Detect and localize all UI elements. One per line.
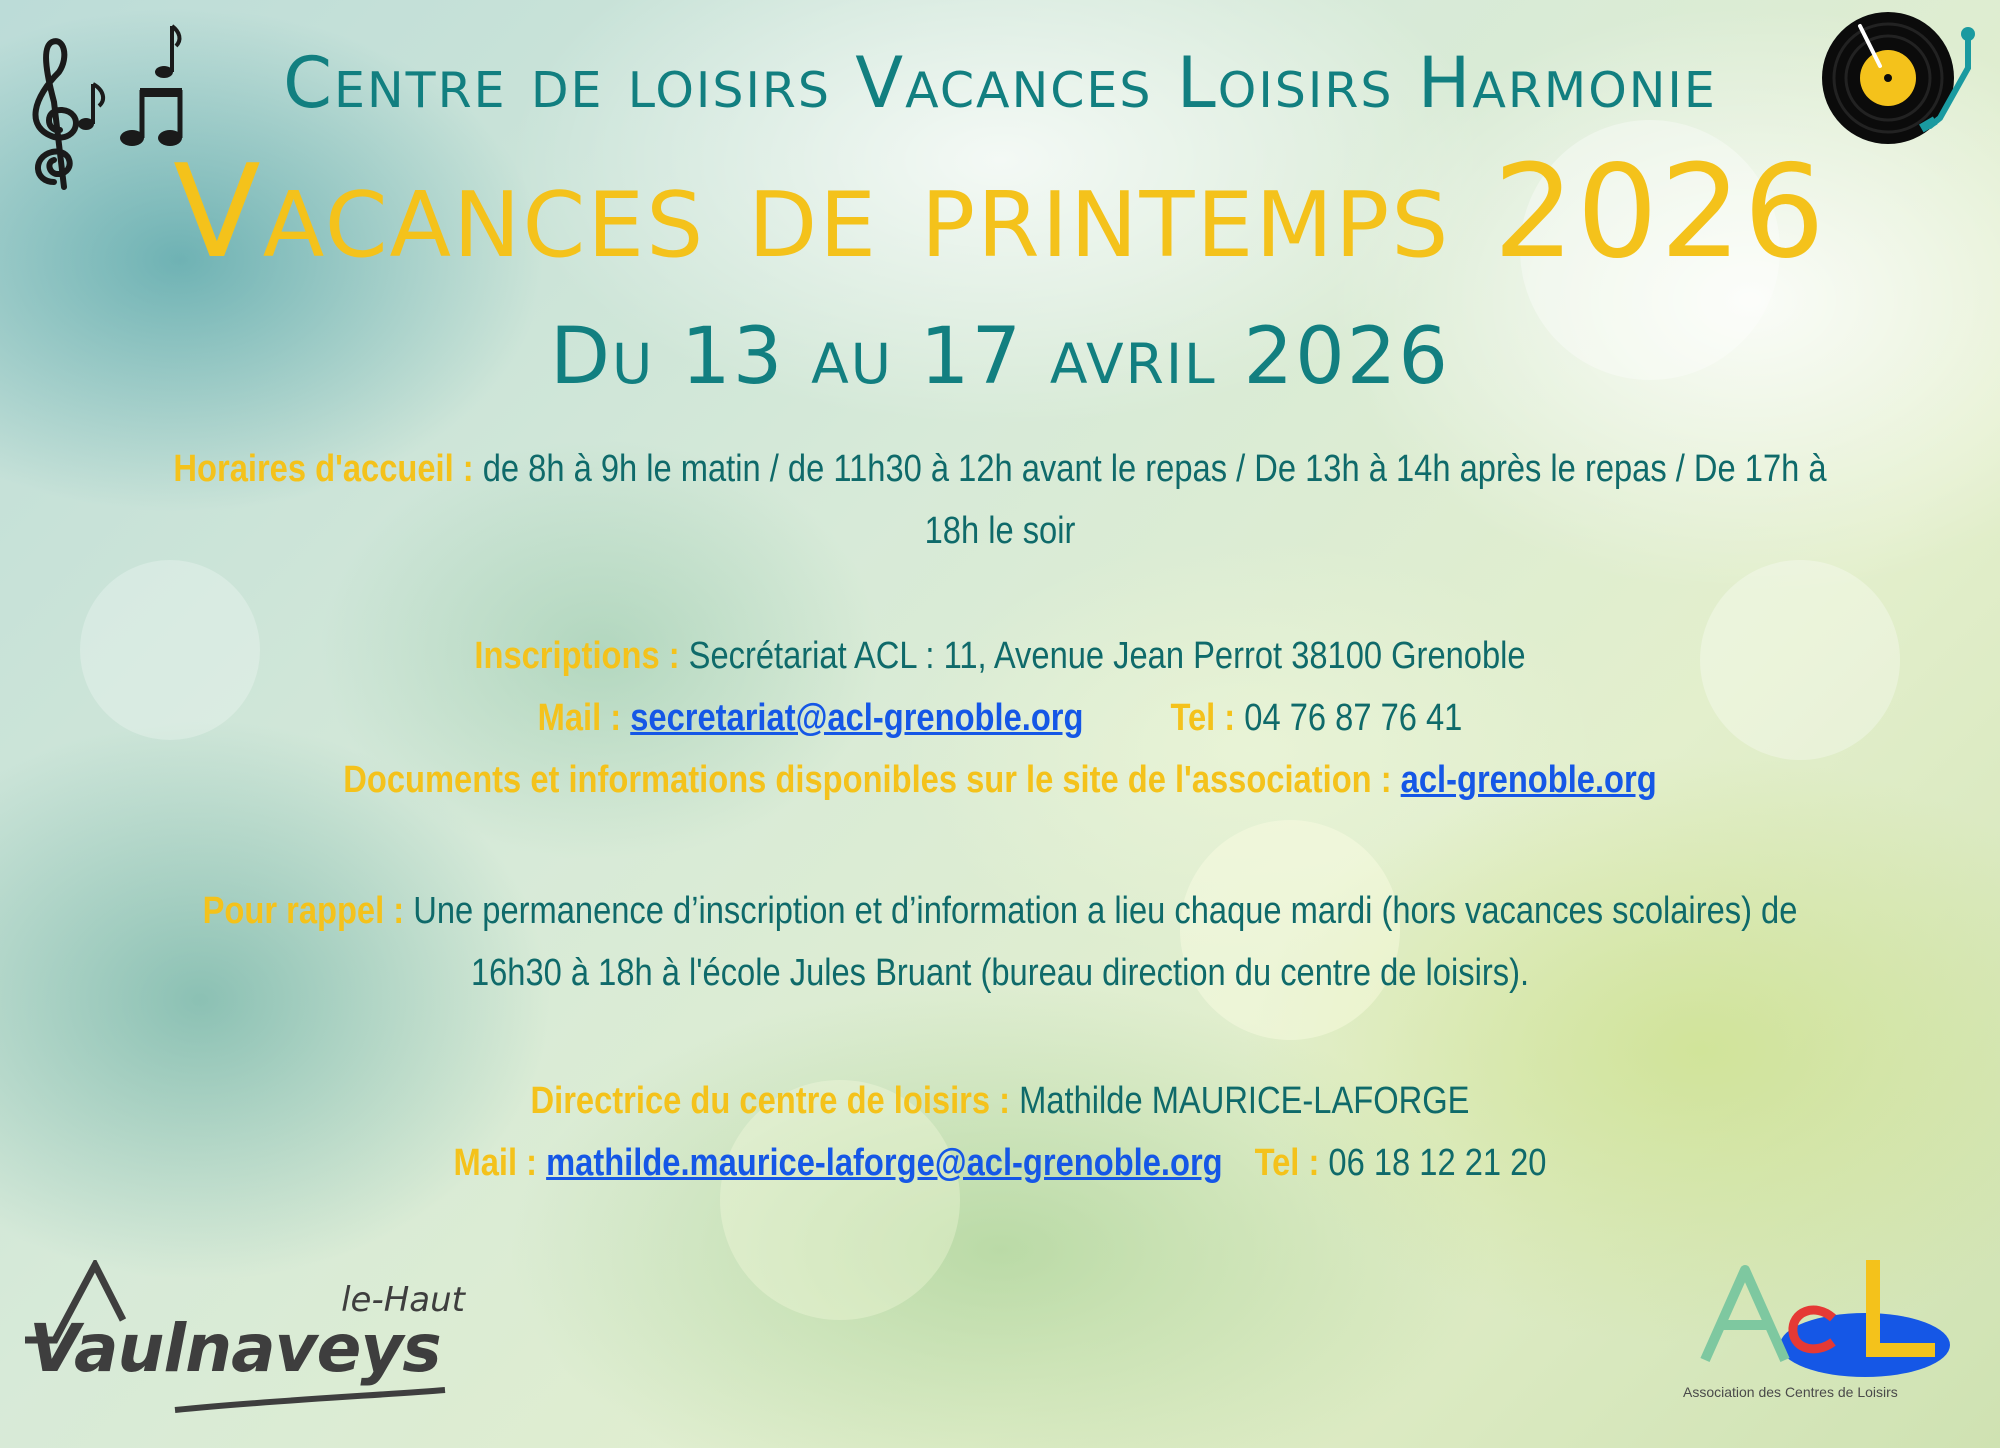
reminder-text-line2: 16h30 à 18h à l'école Jules Bruant (bureau direction du centre de loisirs). <box>470 952 1530 994</box>
hours-text-line2: 18h le soir <box>924 510 1076 552</box>
reminder-text-line1: Une permanence d’inscription et d’information a lieu chaque mardi (hors vacances scolaires) de <box>413 890 1798 932</box>
director-block <box>157 1070 1843 1194</box>
registration-tel-label: Tel : <box>1170 697 1236 739</box>
reminder-label: Pour rappel : <box>202 890 405 932</box>
acl-logo <box>1665 1250 1965 1410</box>
vaulnaveys-logo-small: le-Haut <box>341 1280 465 1320</box>
director-tel-label: Tel : <box>1254 1142 1320 1184</box>
vaulnaveys-logo <box>25 1260 465 1420</box>
hours-text-line1: de 8h à 9h le matin / de 11h30 à 12h avant le repas / De 13h à 14h après le repas / De 17h à <box>482 448 1827 490</box>
acl-logo-caption: Association des Centres de Loisirs <box>1683 1384 1898 1400</box>
documents-label: Documents et informations disponibles sur le site de l'association : <box>343 759 1392 801</box>
director-label: Directrice du centre de loisirs : <box>530 1080 1011 1122</box>
page-title: Vacances de printemps 2026 <box>173 138 1827 287</box>
registration-label: Inscriptions : <box>474 635 680 677</box>
registration-address: Secrétariat ACL : 11, Avenue Jean Perrot 38100 Grenoble <box>688 635 1526 677</box>
director-name: Mathilde MAURICE-LAFORGE <box>1019 1080 1470 1122</box>
reminder-block <box>157 880 1843 1004</box>
director-tel: 06 18 12 21 20 <box>1328 1142 1547 1184</box>
registration-tel: 04 76 87 76 41 <box>1244 697 1463 739</box>
site-name: Centre de loisirs Vacances Loisirs Harmonie <box>283 42 1717 124</box>
registration-mail-label: Mail : <box>537 697 622 739</box>
vaulnaveys-swoosh-icon <box>25 1260 465 1420</box>
vaulnaveys-logo-main: Vaulnaveys <box>29 1310 441 1387</box>
website-link[interactable]: acl-grenoble.org <box>1400 759 1657 801</box>
event-dates: Du 13 au 17 avril 2026 <box>550 312 1450 402</box>
hours-block <box>157 438 1843 562</box>
acl-logo-mark-icon <box>1665 1250 1965 1380</box>
director-mail-link[interactable]: mathilde.maurice-laforge@acl-grenoble.org <box>546 1142 1223 1184</box>
hours-label: Horaires d'accueil : <box>173 448 474 490</box>
registration-block <box>157 625 1843 811</box>
registration-mail-link[interactable]: secretariat@acl-grenoble.org <box>630 697 1084 739</box>
director-mail-label: Mail : <box>453 1142 538 1184</box>
